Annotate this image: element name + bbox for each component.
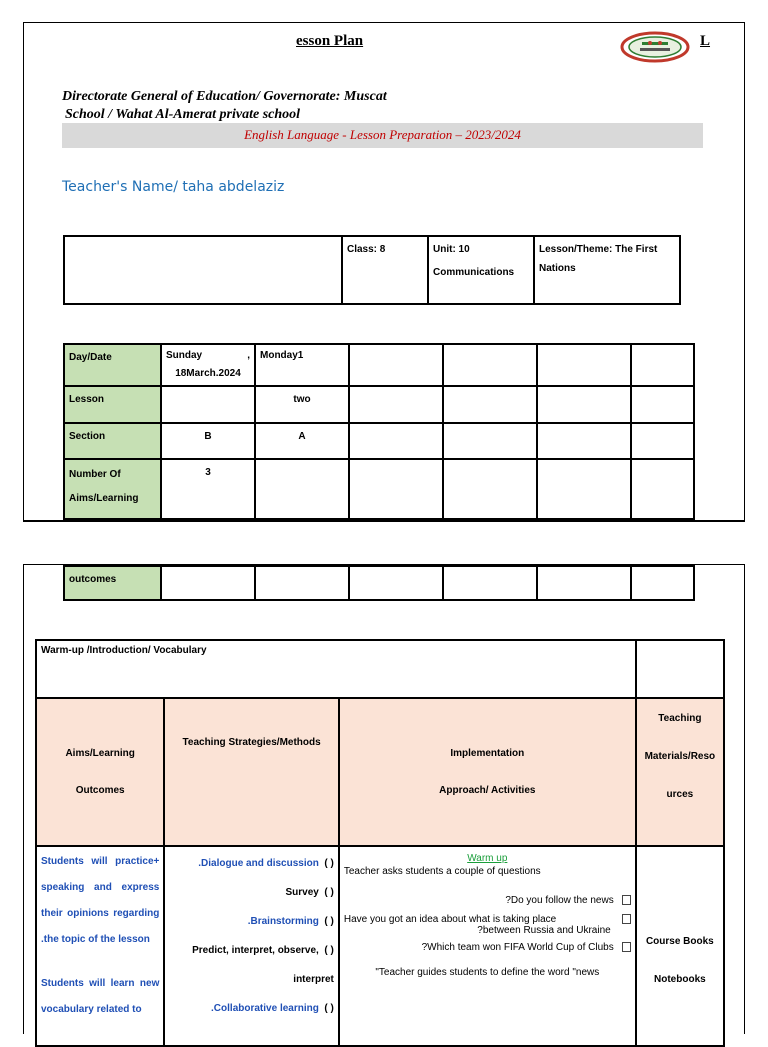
col1-b: Outcomes [75,785,125,796]
teacher-name: Teacher's Name/ taha abdelaziz [62,179,285,195]
col-implementation-header [339,698,636,846]
class-label: Class: 8 [347,244,386,255]
banner [62,123,703,148]
table-row [64,566,694,600]
section-label-cell [64,423,161,459]
table-row [64,386,694,423]
col-resources-header [636,698,724,846]
unit-name: Communications [433,267,515,278]
empty-cell [443,459,537,519]
number1: 3 [205,467,211,478]
strategy-mark[interactable]: ( ) [324,1003,334,1014]
strategy-row [169,936,334,965]
strategy-row [169,907,334,936]
section-label: Section [69,431,106,442]
strategy-mark[interactable]: ( ) [324,916,334,927]
empty-cell [537,344,631,386]
impl-line-1: Teacher asks students a couple of questions [343,866,541,877]
unit-cell [428,236,534,304]
empty-cell [349,566,443,600]
empty-cell [631,386,694,423]
page-title: esson Plan [296,33,364,49]
impl-line-4: ?Which team won FIFA World Cup of Clubs [344,942,631,953]
class-cell [342,236,428,304]
empty-cell [349,423,443,459]
empty-cell [161,566,255,600]
day2-cell [255,344,349,386]
page-1 [23,22,745,522]
table-row [64,423,694,459]
col2: Teaching Strategies/Methods [182,737,321,748]
aims-text-2: Students will learn new vocabulary related to [41,978,160,1015]
info-blank-cell [64,236,342,304]
lesson-label: Lesson [69,394,105,405]
schedule-table-continued [63,565,695,601]
empty-cell [636,640,724,698]
day1-mark: , [247,350,250,361]
number1-cell [161,459,255,519]
empty-cell [255,459,349,519]
number-label: Number Of Aims/Learning [69,469,139,504]
day-date-label: Day/Date [69,352,112,363]
table-row [36,698,724,846]
aims-text-1: Students will practice+ speaking and express their opinions regarding .the topic of the lesson [41,856,160,945]
section1: B [204,431,212,442]
empty-cell [443,423,537,459]
checkbox-icon [622,942,631,952]
date1: 18March.2024 [175,368,241,379]
lesson2: two [293,394,311,405]
col1-a: Aims/Learning [65,748,135,759]
impl-line-3b: ?between Russia and Ukraine [477,925,611,936]
empty-cell [161,386,255,423]
col-strategies-header [164,698,339,846]
empty-cell [537,423,631,459]
strategy-dialogue: .Dialogue and discussion [198,858,319,869]
day1: Sunday [166,350,203,361]
resource-notebooks: Notebooks [654,974,706,985]
lesson-theme-label-2: Nations [539,263,576,274]
warmup-header-cell [36,640,636,698]
table-row [36,640,724,698]
aims-cell [36,846,164,1046]
day-date-label-cell [64,344,161,386]
col3-a: Implementation [450,748,525,759]
empty-cell [443,566,537,600]
col3-b: Approach/ Activities [439,785,536,796]
strategy-row [169,994,334,1023]
empty-cell [349,344,443,386]
number-label-cell [64,459,161,519]
strategy-row-cont: interpret [293,974,334,985]
implementation-cell [339,846,636,1046]
strategy-row [169,878,334,907]
lesson-theme-label: Lesson/Theme: The First [539,244,658,255]
empty-cell [443,386,537,423]
strategy-row [169,849,334,878]
resource-course-books: Course Books [645,936,714,947]
directorate-line: Directorate General of Education/ Governorate: Muscat [62,89,387,104]
day2: Monday1 [260,350,304,361]
strategy-mark[interactable]: ( ) [324,945,334,956]
checkbox-icon [622,895,631,905]
title-tail: L [700,33,711,49]
page-2 [23,564,745,1034]
plan-table [35,639,725,1047]
lesson-theme-cell [534,236,680,304]
col-aims-header [36,698,164,846]
empty-cell [631,344,694,386]
section2-cell [255,423,349,459]
section1-cell [161,423,255,459]
empty-cell [443,344,537,386]
table-row [36,846,724,1046]
table-row [64,344,694,386]
impl-line-5: "Teacher guides students to define the word "news [375,967,600,978]
empty-cell [631,423,694,459]
section2: A [298,431,306,442]
empty-cell [537,386,631,423]
banner-text: English Language - Lesson Preparation – 2023/2024 [244,127,521,142]
lesson-label-cell [64,386,161,423]
warm-up-title: Warm up [467,853,508,864]
lesson2-cell [255,386,349,423]
empty-cell [537,566,631,600]
strategy-mark[interactable]: ( ) [324,887,334,898]
empty-cell [349,386,443,423]
impl-line-2: ?Do you follow the news [344,895,631,906]
school-line: School / Wahat Al-Amerat private school [65,107,301,122]
strategy-mark[interactable]: ( ) [324,858,334,869]
outcomes-label: outcomes [69,574,117,585]
strategy-survey: Survey [285,887,319,898]
info-table [63,235,681,305]
impl-line-3: Have you got an idea about what is taking place [344,914,631,925]
resources-cell [636,846,724,1046]
outcomes-label-cell [64,566,161,600]
empty-cell [255,566,349,600]
unit-label: Unit: 10 [433,244,470,255]
empty-cell [631,459,694,519]
day1-cell [161,344,255,386]
schedule-table [63,343,695,520]
strategy-predict: Predict, interpret, observe, [192,945,319,956]
school-logo-icon [620,31,690,63]
warmup-header: Warm-up /Introduction/ Vocabulary [41,645,207,656]
strategy-collaborative: .Collaborative learning [211,1003,319,1014]
strategies-cell [164,846,339,1046]
col4-c: urces [666,789,694,800]
strategy-brainstorming: .Brainstorming [247,916,319,927]
empty-cell [631,566,694,600]
col4-b: Materials/Reso [644,751,716,762]
empty-cell [349,459,443,519]
empty-cell [537,459,631,519]
col4-a: Teaching [658,713,702,724]
checkbox-icon [622,914,631,924]
table-row [64,459,694,519]
